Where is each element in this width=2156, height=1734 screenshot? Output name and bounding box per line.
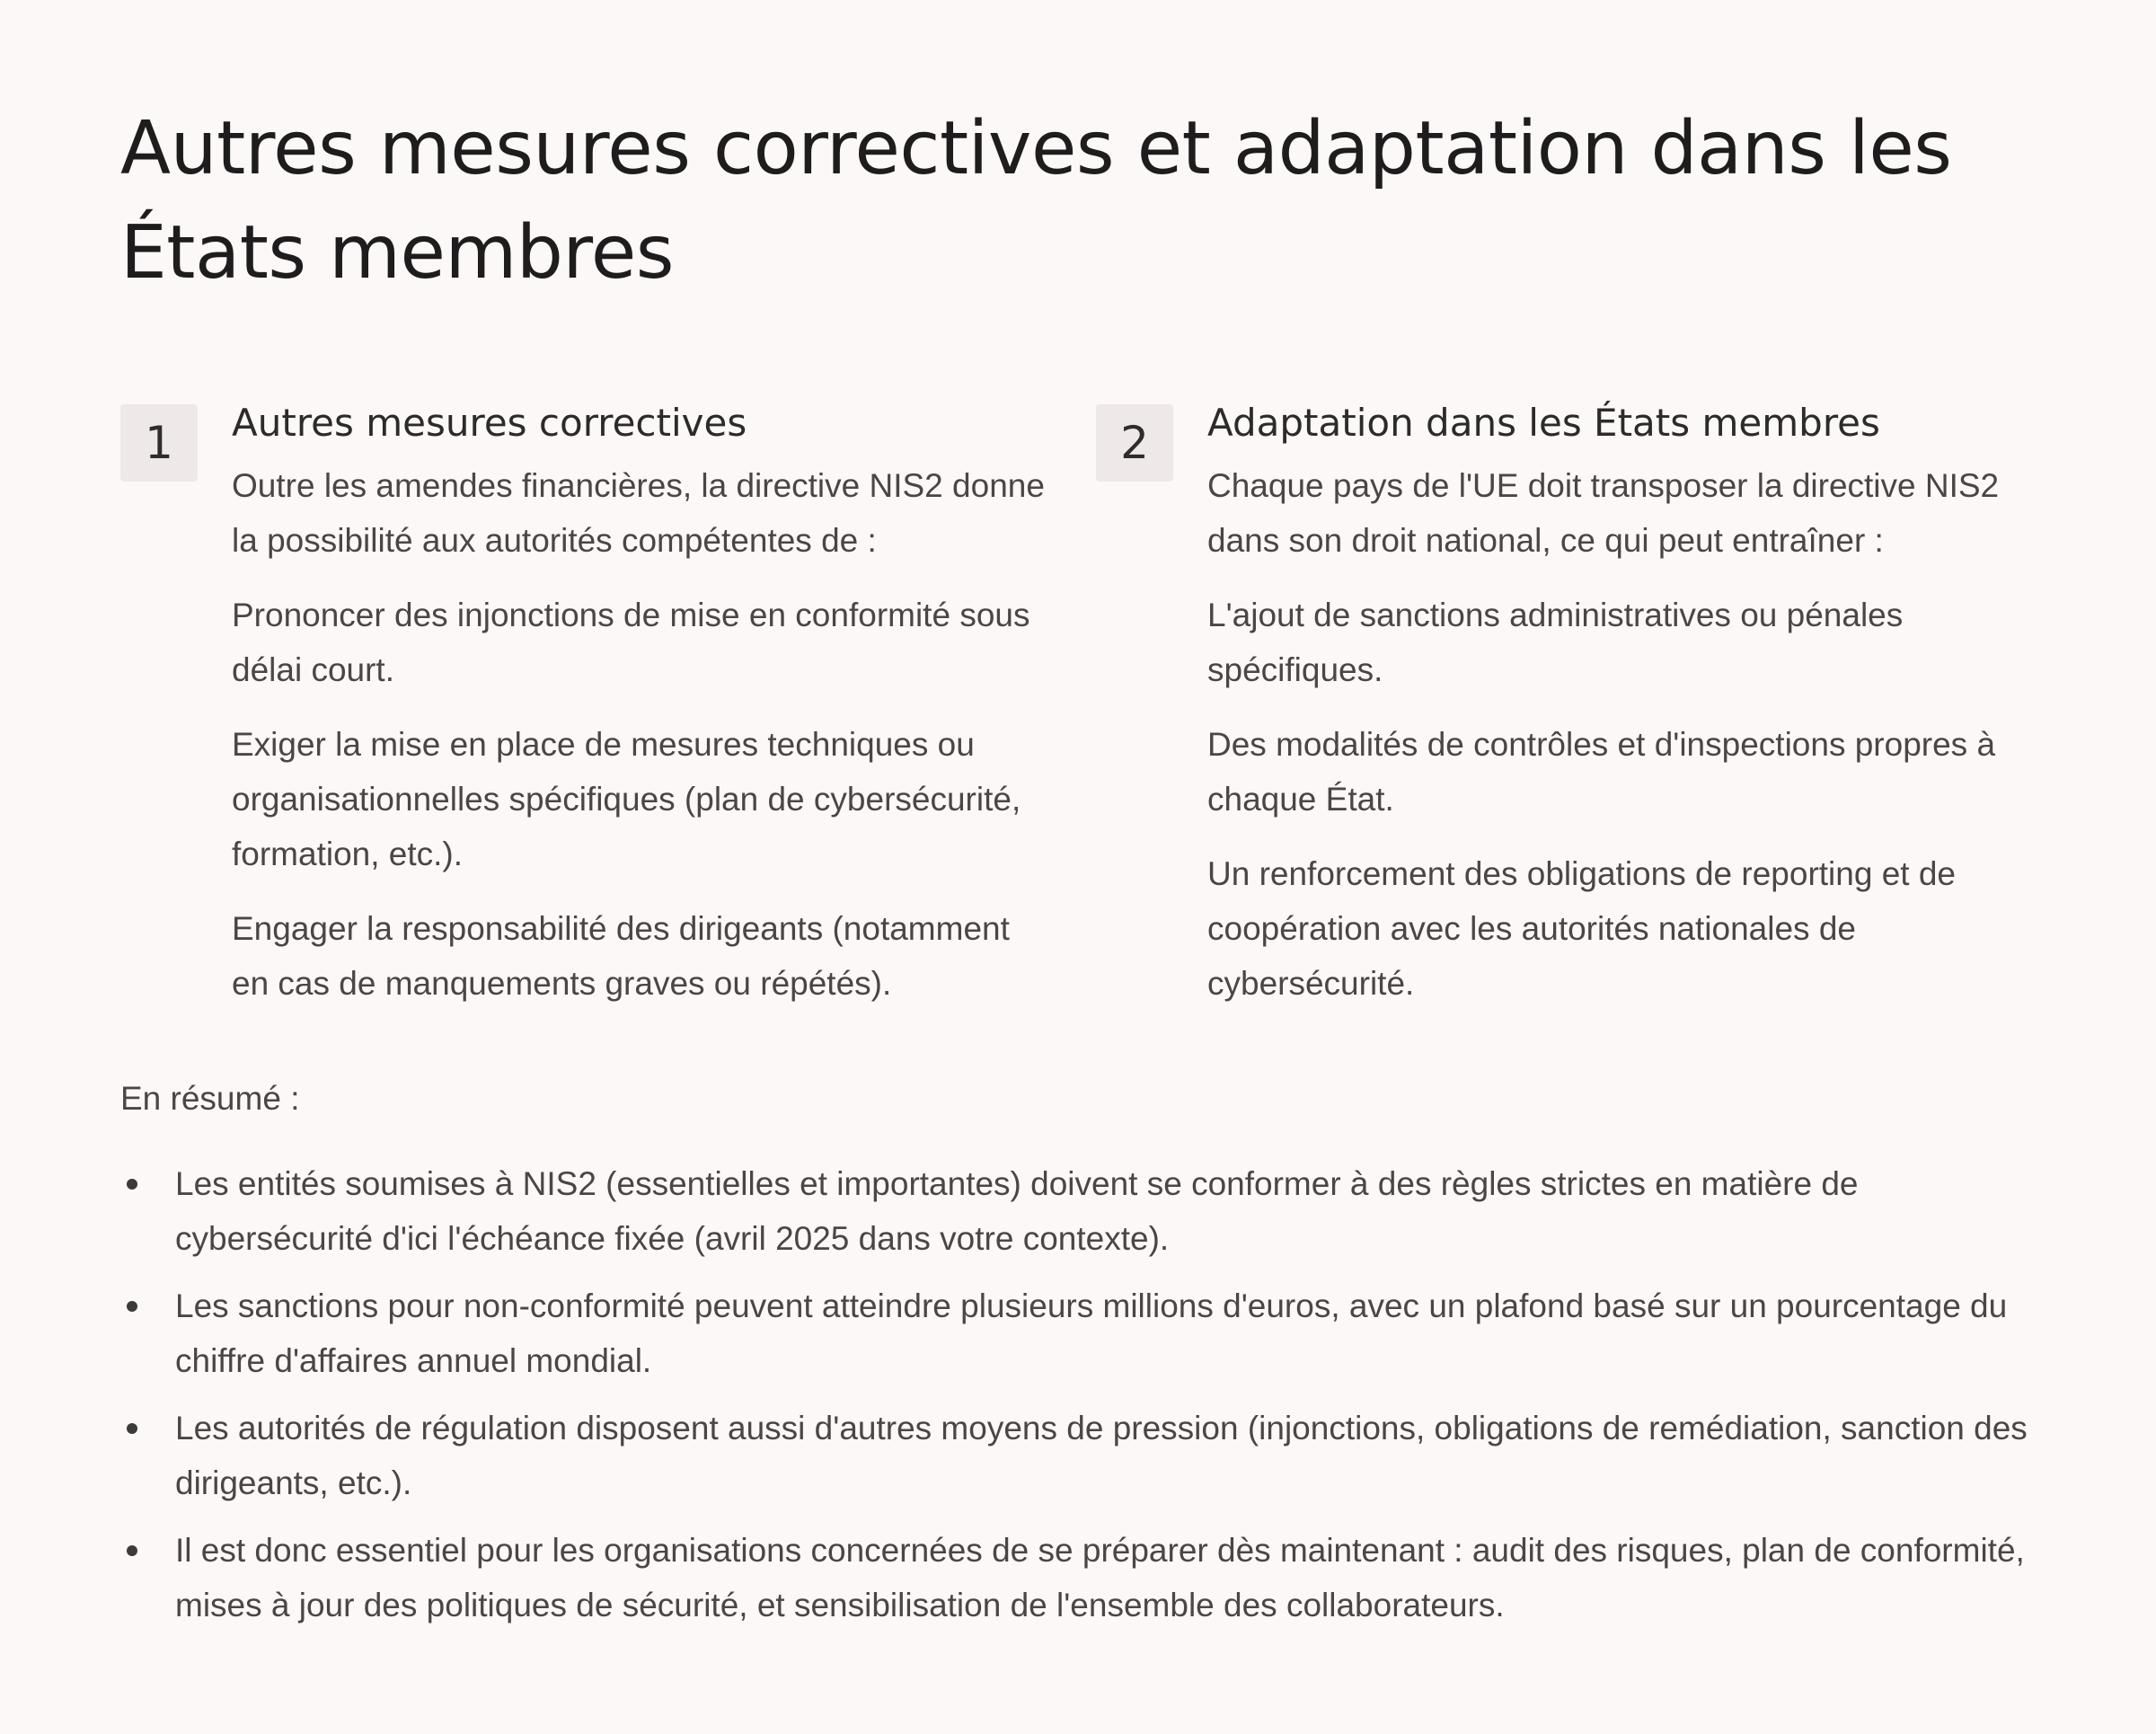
- list-item: [120, 1156, 2036, 1266]
- list-item-text: Les autorités de régulation disposent aussi d'autres moyens de pression (injonctions, obligations de remédiation, sanction des dirigeants, etc.).: [175, 1410, 2028, 1501]
- section-number-badge: 2: [1096, 404, 1173, 482]
- bullet-icon: [127, 1179, 137, 1190]
- bullet-icon: [127, 1423, 137, 1434]
- section-number-badge: 1: [120, 404, 198, 482]
- section-paragraph: Chaque pays de l'UE doit transposer la directive NIS2 dans son droit national, ce qui peut entraîner :: [1207, 467, 2000, 559]
- section-body: [232, 401, 1055, 1031]
- page-title: Autres mesures correctives et adaptation dans les États membres: [120, 106, 1952, 296]
- bullet-icon: [127, 1301, 137, 1312]
- section-heading: Autres mesures correctives: [232, 401, 747, 445]
- section-paragraph: Outre les amendes financières, la directive NIS2 donne la possibilité aux autorités compétentes de :: [232, 467, 1045, 559]
- list-item-text: Il est donc essentiel pour les organisations concernées de se préparer dès maintenant : audit des risques, plan de conformité, mises à jour des politiques de sécurité, et sensibilisation de l'ensemble des collaborateurs.: [175, 1532, 2025, 1623]
- list-item: [120, 1278, 2036, 1388]
- list-item: [120, 1523, 2036, 1632]
- summary-intro: En résumé :: [120, 1080, 300, 1117]
- section-heading: Adaptation dans les États membres: [1207, 401, 1880, 445]
- section-paragraph: Prononcer des injonctions de mise en conformité sous délai court.: [232, 597, 1030, 688]
- section-paragraph: L'ajout de sanctions administratives ou pénales spécifiques.: [1207, 597, 1904, 688]
- section-paragraph: Exiger la mise en place de mesures techniques ou organisationnelles spécifiques (plan de cybersécurité, formation, etc.).: [232, 726, 1021, 872]
- section-paragraph: Des modalités de contrôles et d'inspections propres à chaque État.: [1207, 726, 1996, 818]
- list-item-text: Les entités soumises à NIS2 (essentielles et importantes) doivent se conformer à des règles strictes en matière de cybersécurité d'ici l'échéance fixée (avril 2025 dans votre contexte).: [175, 1165, 1859, 1257]
- section-body: [1207, 401, 2036, 1031]
- summary-section: [120, 1071, 2036, 1645]
- list-item: [120, 1401, 2036, 1510]
- section-paragraph: Un renforcement des obligations de reporting et de coopération avec les autorités nationales de cybersécurité.: [1207, 855, 1957, 1002]
- bullet-icon: [127, 1545, 137, 1556]
- summary-list: [120, 1156, 2036, 1632]
- list-item-text: Les sanctions pour non-conformité peuvent atteindre plusieurs millions d'euros, avec un plafond basé sur un pourcentage du chiffre d'affaires annuel mondial.: [175, 1287, 2008, 1379]
- section-paragraph: Engager la responsabilité des dirigeants (notamment en cas de manquements graves ou répétés).: [232, 910, 1010, 1002]
